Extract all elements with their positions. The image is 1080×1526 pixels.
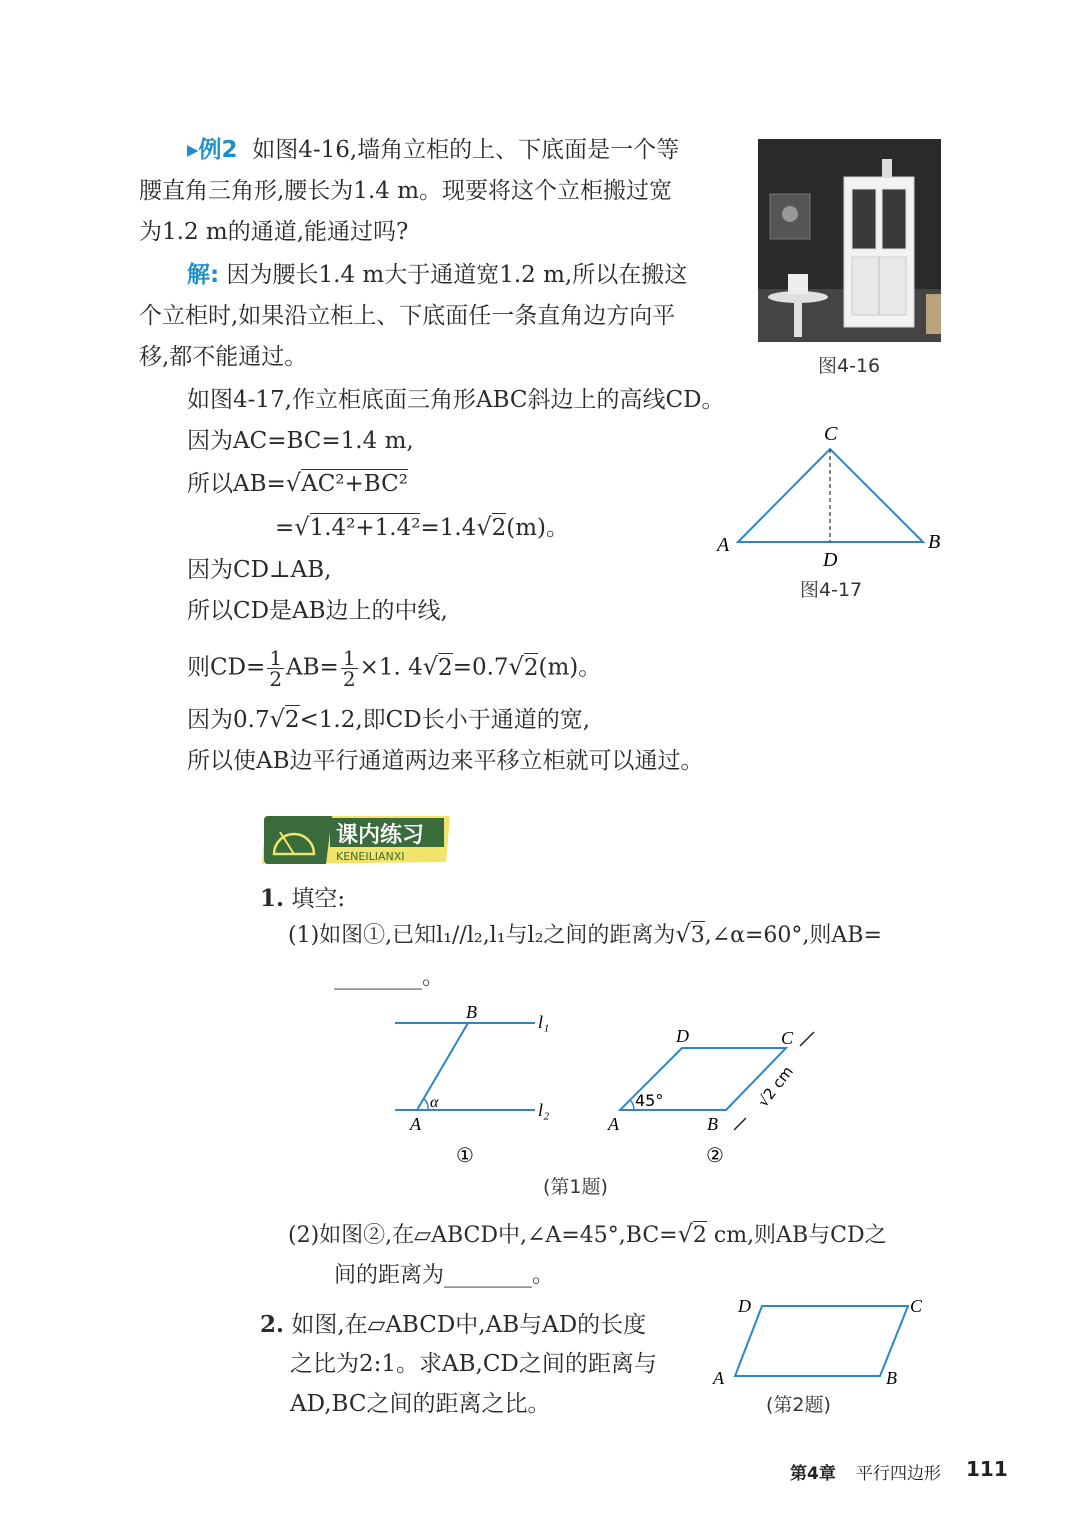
label-a: A bbox=[713, 1368, 724, 1388]
solution-line-10 bbox=[187, 648, 601, 689]
fraction-half-2 bbox=[341, 648, 358, 689]
result-coef: =1.4 bbox=[420, 515, 477, 541]
cabinet-illustration bbox=[758, 139, 941, 342]
q1-number: 1. bbox=[260, 885, 285, 912]
solution-line-3: 移,都不能通过。 bbox=[139, 344, 308, 370]
solution-line-6 bbox=[187, 468, 408, 499]
sqrt-2: 2 bbox=[491, 515, 507, 541]
label-b: B bbox=[928, 531, 941, 553]
example-label: ▸例2 bbox=[187, 137, 238, 163]
label-d: D bbox=[676, 1026, 689, 1046]
unit-m: (m)。 bbox=[538, 654, 602, 681]
fraction-half bbox=[267, 648, 284, 689]
sqrt-2: 2 bbox=[438, 654, 453, 681]
radical-sign: √ bbox=[422, 652, 439, 681]
q1-p1-text2: ,∠α=60°,则AB= bbox=[704, 923, 882, 948]
q1-part1 bbox=[288, 919, 882, 951]
figure-4-16-caption: 图4-16 bbox=[818, 355, 881, 377]
q1-p1-text: (1)如图①,已知l₁//l₂,l₁与l₂之间的距离为 bbox=[288, 923, 676, 948]
sqrt-2: 2 bbox=[523, 654, 539, 681]
label-c: C bbox=[910, 1296, 923, 1316]
text-07: 因为0.7 bbox=[187, 707, 270, 733]
solution-line-5: 因为AC=BC=1.4 m, bbox=[187, 428, 414, 454]
solution-line-4: 如图4-17,作立柜底面三角形ABC斜边上的高线CD。 bbox=[187, 387, 725, 413]
label-a: A bbox=[717, 534, 730, 556]
frac-den: 2 bbox=[269, 667, 283, 691]
cabinet-photo bbox=[758, 139, 941, 342]
sqrt-2: 2 bbox=[284, 707, 300, 733]
q1-p2-text2: cm,则AB与CD之 bbox=[706, 1223, 887, 1248]
q2-number: 2. bbox=[260, 1311, 285, 1338]
label-c: C bbox=[781, 1028, 794, 1048]
q1-p2-text: (2)如图②,在▱ABCD中,∠A=45°,BC= bbox=[288, 1223, 678, 1248]
q1-part2 bbox=[288, 1219, 887, 1251]
q2-figure-caption: (第2题) bbox=[766, 1394, 831, 1416]
parallelogram-abcd bbox=[735, 1306, 908, 1376]
figure-1-parallel-lines bbox=[390, 1000, 570, 1175]
label-angle-45: 45° bbox=[635, 1091, 664, 1110]
ab-eq2: AB= bbox=[286, 654, 339, 681]
q1-part2-line2: 间的距离为________。 bbox=[334, 1263, 555, 1288]
label-c: C bbox=[824, 423, 838, 445]
example-text-1: 如图4-16,墙角立柜的上、下底面是一个等 bbox=[252, 137, 680, 163]
solution-text-1: 因为腰长1.4 m大于通道宽1.2 m,所以在搬这 bbox=[226, 262, 688, 288]
eq-07: =0.7 bbox=[452, 654, 509, 681]
example-line-1 bbox=[187, 135, 679, 165]
label-l1: l₁ bbox=[538, 1012, 550, 1032]
label-b: B bbox=[707, 1114, 718, 1134]
unit-m: (m)。 bbox=[506, 515, 570, 541]
sqrt-3: 3 bbox=[690, 923, 705, 948]
banner-title: 课内练习 bbox=[336, 823, 425, 848]
example-line-3: 为1.2 m的通道,能通过吗? bbox=[139, 219, 409, 245]
solution-line-2: 个立柜时,如果沿立柜上、下底面任一条直角边方向平 bbox=[139, 303, 676, 329]
radical-sign: √ bbox=[677, 1220, 693, 1248]
figure-num-1: ① bbox=[456, 1143, 474, 1167]
q2-parallelogram-figure bbox=[710, 1292, 940, 1392]
compare-text: <1.2,即CD长小于通道的宽, bbox=[299, 707, 591, 733]
eq-sign: = bbox=[275, 515, 295, 541]
segment-ab bbox=[417, 1023, 468, 1110]
radical-sign: √ bbox=[294, 513, 310, 541]
frac-num: 1 bbox=[269, 646, 283, 670]
frac-den: 2 bbox=[342, 667, 356, 691]
solution-line-1 bbox=[187, 260, 687, 290]
label-b: B bbox=[466, 1002, 477, 1022]
q2-line-2: 之比为2:1。求AB,CD之间的距离与 bbox=[290, 1351, 657, 1377]
example-line-2: 腰直角三角形,腰长为1.4 m。现要将这个立柜搬过宽 bbox=[139, 178, 673, 204]
q2-line-3: AD,BC之间的距离之比。 bbox=[290, 1391, 551, 1417]
q1-figure-caption: (第1题) bbox=[543, 1176, 608, 1198]
solution-line-11 bbox=[187, 704, 590, 735]
q1-part1-blank: ________。 bbox=[334, 965, 445, 990]
radical-sign: √ bbox=[476, 513, 492, 541]
page-number: 111 bbox=[966, 1457, 1008, 1481]
label-length: √2 cm bbox=[753, 1062, 797, 1111]
label-d: D bbox=[738, 1296, 751, 1316]
radical-sign: √ bbox=[508, 652, 524, 681]
sqrt-2: 2 bbox=[692, 1223, 707, 1248]
figure-num-2: ② bbox=[706, 1143, 724, 1167]
label-b: B bbox=[886, 1368, 897, 1388]
label-l2: l₂ bbox=[538, 1100, 550, 1120]
footer-chapter: 第4章 bbox=[790, 1464, 836, 1484]
exercise-banner bbox=[260, 814, 450, 866]
q1-title-text: 填空: bbox=[291, 886, 346, 912]
ab-eq: 所以AB= bbox=[187, 471, 286, 497]
triangle-figure bbox=[710, 420, 960, 580]
q1-title bbox=[260, 884, 345, 914]
label-alpha: α bbox=[430, 1094, 439, 1111]
label-d: D bbox=[823, 549, 838, 571]
label-a: A bbox=[608, 1114, 619, 1134]
radical-sign: √ bbox=[269, 705, 285, 733]
frac-num: 1 bbox=[342, 646, 356, 670]
figure-4-17-caption: 图4-17 bbox=[800, 579, 863, 601]
solution-label: 解: bbox=[187, 262, 220, 288]
radical-sign: √ bbox=[675, 920, 691, 948]
cd-eq: 则CD= bbox=[187, 654, 266, 681]
radical-sign: √ bbox=[285, 469, 302, 497]
solution-line-8: 因为CD⊥AB, bbox=[187, 557, 332, 583]
sqrt-value: 1.4²+1.4² bbox=[309, 515, 421, 541]
footer-title: 平行四边形 bbox=[856, 1464, 941, 1484]
solution-line-9: 所以CD是AB边上的中线, bbox=[187, 598, 448, 624]
label-a: A bbox=[410, 1114, 421, 1134]
figure-2-parallelogram bbox=[600, 1020, 840, 1170]
q2-text-1: 如图,在▱ABCD中,AB与AD的长度 bbox=[291, 1312, 647, 1338]
q2-line-1 bbox=[260, 1310, 646, 1340]
times-text: ×1. 4 bbox=[359, 654, 423, 681]
sqrt-ac-bc: AC²+BC² bbox=[301, 471, 408, 497]
solution-line-12: 所以使AB边平行通道两边来平移立柜就可以通过。 bbox=[187, 748, 704, 774]
banner-subtitle: KENEILIANXI bbox=[336, 850, 405, 863]
solution-line-7 bbox=[275, 512, 569, 543]
